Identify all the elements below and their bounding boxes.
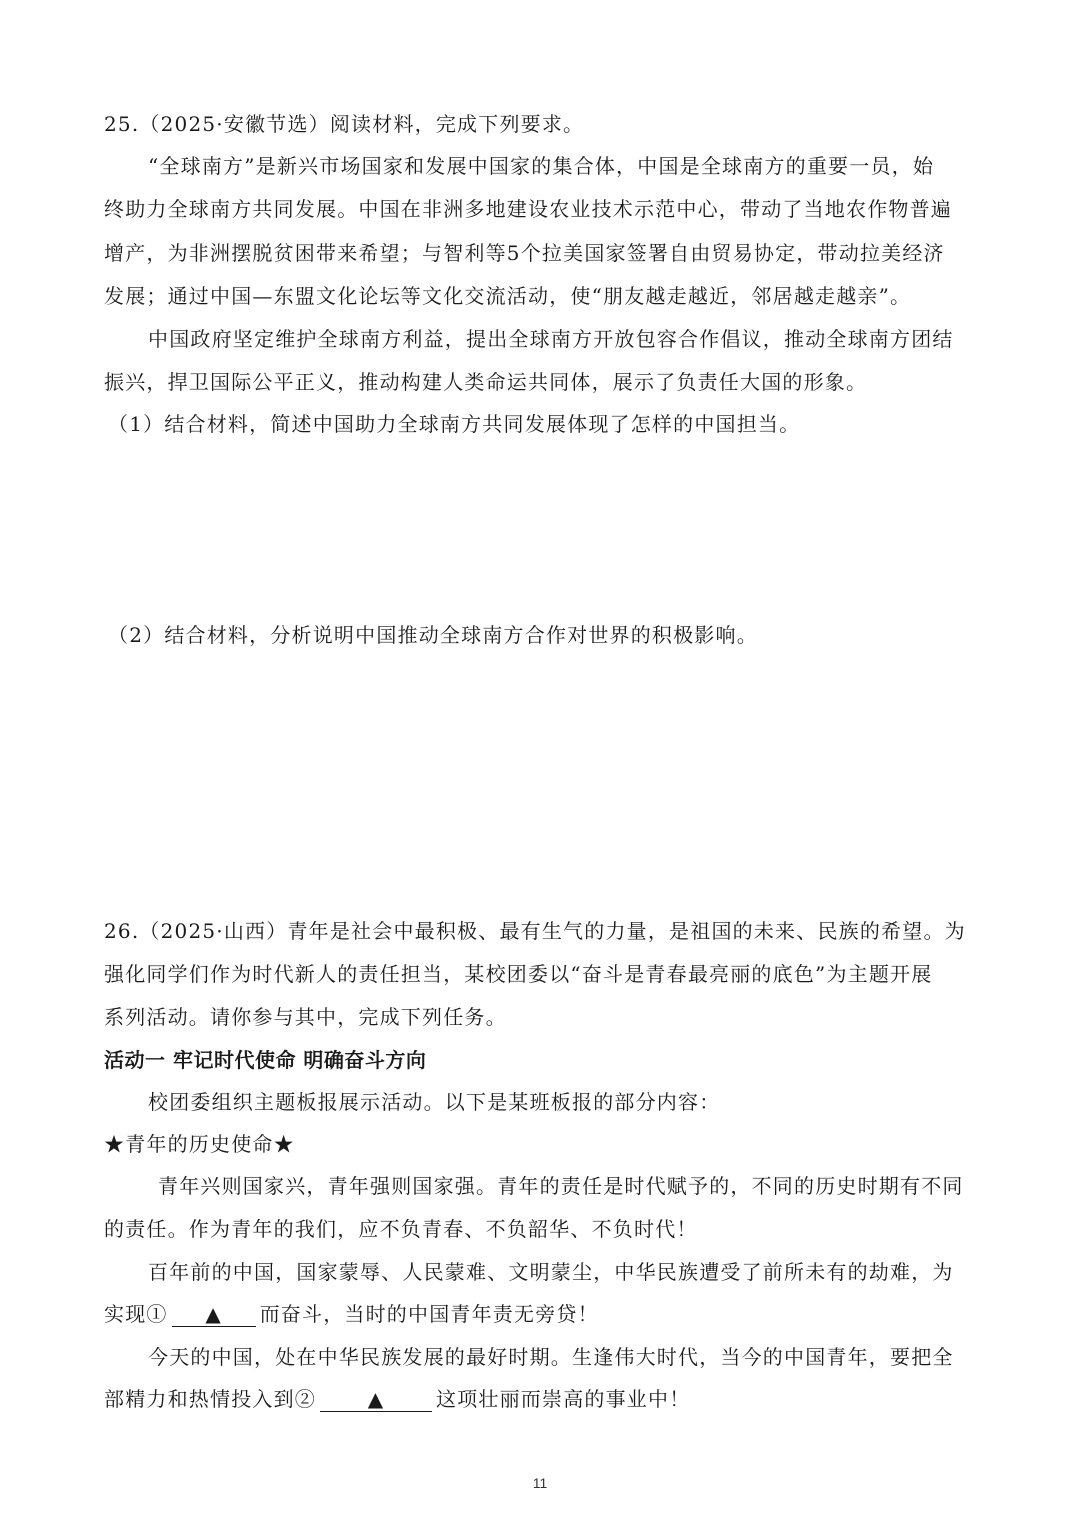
q25-material-line: 振兴，捍卫国际公平正义，推动构建人类命运共同体，展示了负责任大国的形象。 <box>104 370 868 394</box>
board-paragraph-line: 百年前的中国，国家蒙辱、人民蒙难、文明蒙尘，中华民族遭受了前所未有的劫难，为 <box>148 1260 954 1284</box>
q25-subquestion-2: （2）结合材料，分析说明中国推动全球南方合作对世界的积极影响。 <box>108 623 758 647</box>
q25-subquestion-1: （1）结合材料，简述中国助力全球南方共同发展体现了怎样的中国担当。 <box>108 412 801 436</box>
board-paragraph-line: 的责任。作为青年的我们，应不负青春、不负韶华、不负时代！ <box>104 1217 698 1241</box>
q26-intro-line: 26.（2025·山西）青年是社会中最积极、最有生气的力量，是祖国的未来、民族的希望。为 <box>104 919 966 943</box>
page-number: 11 <box>532 1475 548 1491</box>
blank-1-suffix: 而奋斗，当时的中国青年责无旁贷！ <box>259 1302 599 1326</box>
answer-blank-2[interactable] <box>320 1387 432 1412</box>
q25-material-line: 中国政府坚定维护全球南方利益，提出全球南方开放包容合作倡议，推动全球南方团结 <box>148 327 954 351</box>
q26-intro-line: 强化同学们作为时代新人的责任担当，某校团委以“奋斗是青春最亮丽的底色”为主题开展 <box>104 962 933 986</box>
board-paragraph-line: 今天的中国，处在中华民族发展的最好时期。生逢伟大时代，当今的中国青年，要把全 <box>148 1345 954 1369</box>
activity-description: 校团委组织主题板报展示活动。以下是某班板报的部分内容： <box>148 1090 721 1114</box>
q25-material-line: 发展；通过中国—东盟文化论坛等文化交流活动，使“朋友越走越近，邻居越走越亲”。 <box>104 284 912 308</box>
blank-2-suffix: 这项壮丽而崇高的事业中！ <box>436 1387 691 1411</box>
q25-material-line: 终助力全球南方共同发展。中国在非洲多地建设农业技术示范中心，带动了当地农作物普遍 <box>104 197 952 221</box>
board-fill-line-1 <box>104 1300 599 1328</box>
q25-header: 25.（2025·安徽节选）阅读材料，完成下列要求。 <box>104 112 585 136</box>
board-title: ★青年的历史使命★ <box>104 1132 295 1156</box>
blank-2-prefix: 部精力和热情投入到② <box>104 1387 316 1411</box>
q25-material-line: 增产，为非洲摆脱贫困带来希望；与智利等5个拉美国家签署自由贸易协定，带动拉美经济 <box>104 241 945 265</box>
q25-material-line: “全球南方”是新兴市场国家和发展中国家的集合体，中国是全球南方的重要一员，始 <box>148 154 935 178</box>
triangle-marker-icon: ▲ <box>367 1387 385 1411</box>
answer-blank-1[interactable] <box>172 1302 256 1327</box>
board-paragraph-line: 青年兴则国家兴，青年强则国家强。青年的责任是时代赋予的，不同的历史时期有不同 <box>158 1174 964 1198</box>
activity-one-title: 活动一 牢记时代使命 明确奋斗方向 <box>104 1048 427 1072</box>
blank-1-prefix: 实现① <box>104 1302 168 1326</box>
q26-intro-line: 系列活动。请你参与其中，完成下列任务。 <box>104 1005 507 1029</box>
board-fill-line-2 <box>104 1385 690 1413</box>
triangle-marker-icon: ▲ <box>205 1302 222 1326</box>
